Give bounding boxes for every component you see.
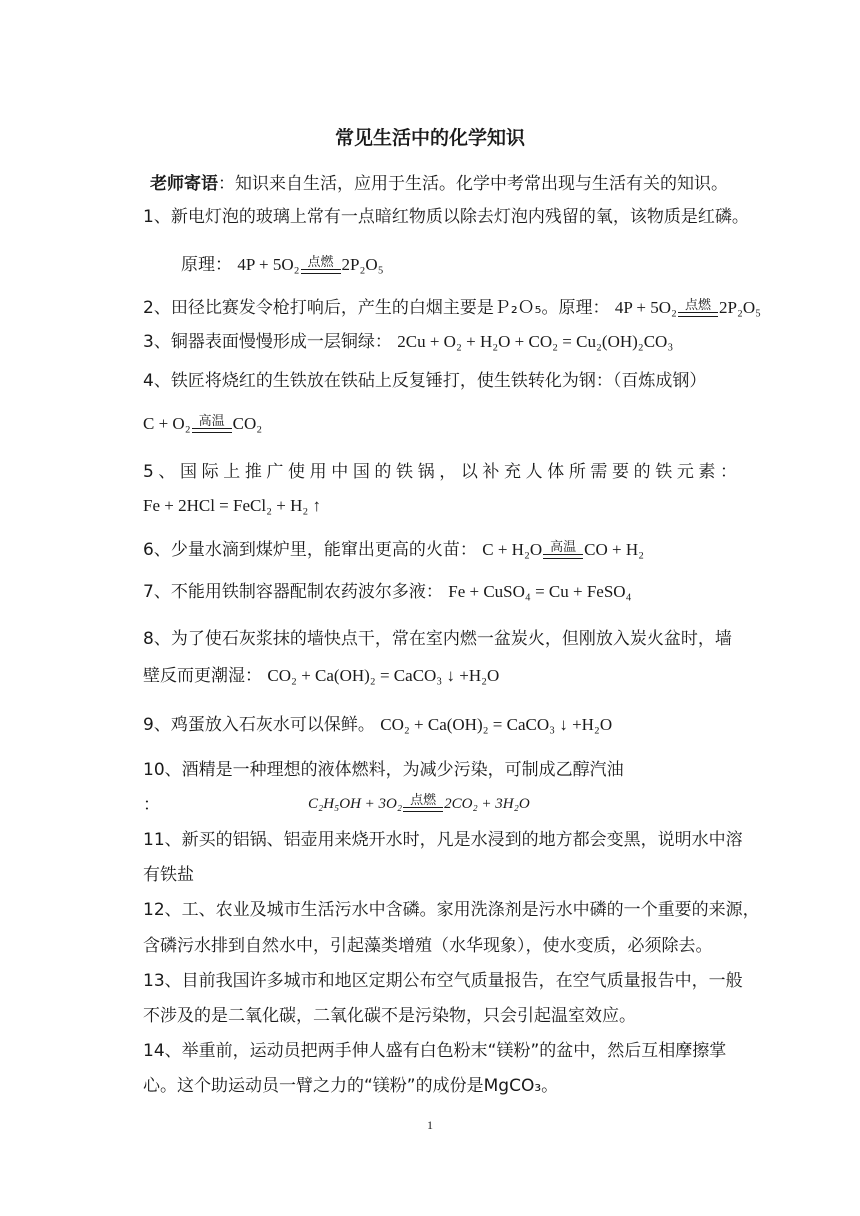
colon: ： xyxy=(143,795,160,815)
item-10: 10、酒精是一种理想的液体燃料，为减少污染，可制成乙醇汽油 xyxy=(143,760,624,780)
intro-line xyxy=(150,172,728,196)
equation-6 xyxy=(482,538,644,562)
double-line xyxy=(543,554,583,559)
equation-6-condition xyxy=(543,540,583,559)
equation-9: CO₂ + Ca(OH)₂ = CaCO₃ ↓ +H₂O xyxy=(380,715,613,734)
condition-label: 点燃 xyxy=(410,792,437,807)
item-5-equation-line xyxy=(143,494,321,518)
double-line xyxy=(403,807,443,812)
equation-7: Fe + CuSO₄ = Cu + FeSO₄ xyxy=(448,582,632,601)
equation-3: 2Cu + O₂ + H₂O + CO₂ = Cu₂(OH)₂CO₃ xyxy=(397,332,674,351)
item-13-line-1: 13、目前我国许多城市和地区定期公布空气质量报告，在空气质量报告中，一般 xyxy=(143,971,743,991)
equation-4-condition xyxy=(192,414,232,433)
item-10-equation-wrap xyxy=(308,791,530,816)
condition-label: 高温 xyxy=(198,413,225,428)
item-13-line-2: 不涉及的是二氧化碳，二氧化碳不是污染物，只会引起温室效应。 xyxy=(143,1006,636,1026)
intro-label: 老师寄语 xyxy=(150,174,218,194)
item-11-line-2: 有铁盐 xyxy=(143,865,194,885)
item-7-text: 7、不能用铁制容器配制农药波尔多液： xyxy=(143,582,443,602)
item-12-line-1: 12、工、农业及城市生活污水中含磷。家用洗涤剂是污水中磷的一个重要的来源， xyxy=(143,900,760,920)
item-4-equation-line xyxy=(143,412,262,436)
item-8-line-1: 8、为了使石灰浆抹的墙快点干，常在室内燃一盆炭火，但刚放入炭火盆时，墙 xyxy=(143,629,732,649)
item-12-line-2: 含磷污水排到自然水中，引起藻类增殖（水华现象），使水变质，必须除去。 xyxy=(143,936,713,956)
equation-1-condition xyxy=(301,255,341,274)
item-2-text: 2、田径比赛发令枪打响后，产生的白烟主要是Ｐ₂Ｏ₅。原理： xyxy=(143,298,610,318)
equation-2 xyxy=(615,296,761,320)
equation-8: CO₂ + Ca(OH)₂ = CaCO₃ ↓ +H₂O xyxy=(267,666,500,685)
page-title: 常见生活中的化学知识 xyxy=(334,127,525,149)
equation-10-reactants: C₂H₅OH + 3O₂ xyxy=(308,796,403,812)
item-3-text: 3、铜器表面慢慢形成一层铜绿： xyxy=(143,332,392,352)
page-number: 1 xyxy=(427,1118,433,1132)
equation-6-reactants: C + H₂O xyxy=(482,540,543,559)
item-6-text: 6、少量水滴到煤炉里，能窜出更高的火苗： xyxy=(143,540,477,560)
item-5: 5、国际上推广使用中国的铁锅，以补充人体所需要的铁元素： xyxy=(143,462,742,482)
condition-label: 高温 xyxy=(550,539,577,554)
item-1-principle xyxy=(181,253,384,277)
item-1: 1、新电灯泡的玻璃上常有一点暗红物质以除去灯泡内残留的氧，该物质是红磷。 xyxy=(143,207,749,227)
item-8-line-2 xyxy=(143,664,499,688)
equation-4 xyxy=(143,412,262,436)
condition-label: 点燃 xyxy=(307,254,334,269)
item-3 xyxy=(143,330,673,354)
double-line xyxy=(301,269,341,274)
item-8-text: 壁反而更潮湿： xyxy=(143,666,262,686)
item-2 xyxy=(143,296,761,320)
equation-2-products: 2P₂O₅ xyxy=(718,298,762,317)
equation-6-products: CO + H₂ xyxy=(584,540,645,559)
equation-1-products: 2P₂O₅ xyxy=(341,255,384,274)
equation-1-reactants: 4P + 5O₂ xyxy=(237,255,300,274)
double-line xyxy=(678,312,718,317)
principle-label: 原理： xyxy=(181,255,232,275)
equation-10 xyxy=(308,792,530,816)
item-11-line-1: 11、新买的铝锅、铝壶用来烧开水时，凡是水浸到的地方都会变黑，说明水中溶 xyxy=(143,830,743,850)
equation-1 xyxy=(237,253,383,277)
double-line xyxy=(192,428,232,433)
condition-label: 点燃 xyxy=(684,297,711,312)
equation-10-products: 2CO₂ + 3H₂O xyxy=(444,796,530,812)
item-14-line-2: 心。这个助运动员一臂之力的“镁粉”的成份是MgCO₃。 xyxy=(143,1076,559,1096)
item-7 xyxy=(143,580,632,604)
item-4: 4、铁匠将烧红的生铁放在铁砧上反复锤打，使生铁转化为钢：（百炼成钢） xyxy=(143,371,707,391)
item-9-text: 9、鸡蛋放入石灰水可以保鲜。 xyxy=(143,715,375,735)
intro-text: ：知识来自生活，应用于生活。化学中考常出现与生活有关的知识。 xyxy=(218,174,728,194)
equation-2-reactants: 4P + 5O₂ xyxy=(614,298,677,317)
item-9 xyxy=(143,713,612,737)
equation-2-condition xyxy=(678,298,718,317)
item-14-line-1: 14、举重前，运动员把两手伸人盛有白色粉末“镁粉”的盆中，然后互相摩擦掌 xyxy=(143,1041,727,1061)
item-6 xyxy=(143,538,644,562)
equation-4-reactants: C + O₂ xyxy=(143,414,191,433)
equation-4-products: CO₂ xyxy=(232,414,263,433)
equation-5: Fe + 2HCl = FeCl₂ + H₂ ↑ xyxy=(143,496,322,515)
item-10-equation-line xyxy=(143,793,160,817)
equation-10-condition xyxy=(403,793,443,812)
